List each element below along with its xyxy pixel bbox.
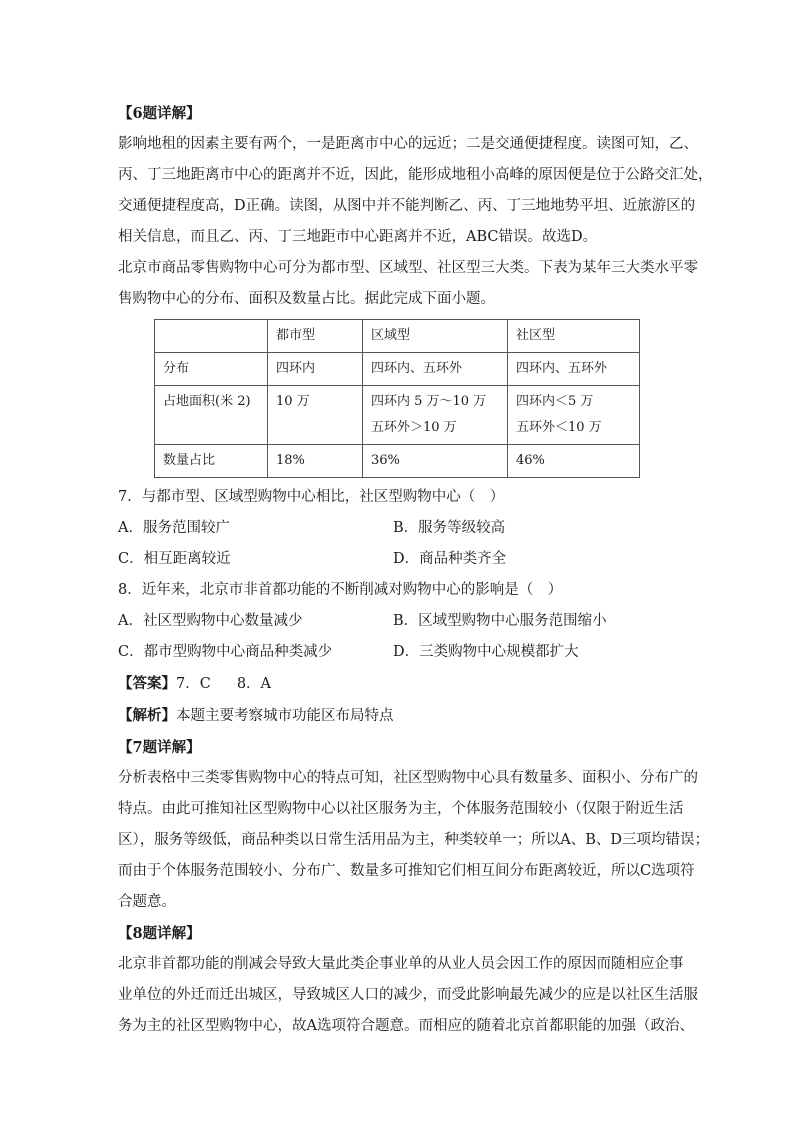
analysis-label: 【解析】 [118,707,176,724]
table-header-cell: 区域型 [363,320,508,353]
question-7-option-a: A．服务范围较广 [118,520,230,536]
question-8-option-c: C．都市型购物中心商品种类减少 [118,644,333,660]
table-cell: 10 万 [268,386,363,445]
table-cell: 36% [363,445,508,478]
q8-detail-line: 业单位的外迁而迁出城区，导致城区人口的减少，而受此影响最先减少的应是以社区生活服 [118,987,698,1003]
shopping-center-table [154,319,640,478]
table-header-cell: 社区型 [508,320,640,353]
answer-label: 【答案】 [118,675,176,692]
q7-detail-line: 区），服务等级低，商品种类以日常生活用品为主，种类较单一；所以A、B、D三项均错误； [118,832,709,848]
table-row [155,353,640,386]
intro-line: 售购物中心的分布、面积及数量占比。据此完成下面小题。 [118,291,495,307]
q6-detail-line: 影响地租的因素主要有两个，一是距离市中心的远近；二是交通便捷程度。读图可知，乙、 [118,136,698,152]
q6-detail-body [118,129,713,253]
question-7-stem: 7．与都市型、区域型购物中心相比，社区型购物中心（ ） [118,489,505,505]
table-row [155,445,640,478]
q7-detail-line: 特点。由此可推知社区型购物中心以社区服务为主，个体服务范围较小（仅限于附近生活 [118,801,684,817]
question-8-option-b: B．区域型购物中心服务范围缩小 [393,613,607,629]
question-8-option-d: D．三类购物中心规模都扩大 [393,644,579,660]
question-7-options-row [118,513,678,544]
table-cell-line: 四环内 5 万～10 万 [371,394,487,409]
question-7-option-c: C．相互距离较近 [118,551,231,567]
table-cell: 46% [508,445,640,478]
q7-detail-line: 而由于个体服务范围较小、分布广、数量多可推知它们相互间分布距离较近，所以C选项符 [118,863,695,879]
answer-line [118,668,678,700]
table-cell: 分布 [155,353,268,386]
table-header-row [155,320,640,353]
table-row [155,386,640,445]
question-8-stem: 8．近年来，北京市非首都功能的不断削减对购物中心的影响是（ ） [118,582,563,598]
table-cell: 四环内 [268,353,363,386]
answer-7: 7．C [176,676,211,692]
intro-line: 北京市商品零售购物中心可分为都市型、区域型、社区型三大类。下表为某年三大类水平零 [118,260,698,276]
table-cell [508,386,640,445]
table-cell: 四环内、五环外 [508,353,640,386]
table-cell: 占地面积(米 2) [155,386,268,445]
q7-detail-body [118,763,709,918]
q6-detail-line: 丙、丁三地距离市中心的距离并不近，因此，能形成地租小高峰的原因便是位于公路交汇处， [118,167,713,183]
table-header-cell [155,320,268,353]
table-cell: 四环内、五环外 [363,353,508,386]
q6-detail-heading: 【6题详解】 [118,105,201,122]
q7-detail-line: 合题意。 [118,894,176,910]
q6-detail-line: 交通便捷程度高，D正确。读图，从图中并不能判断乙、丙、丁三地地势平坦、近旅游区的 [118,198,696,214]
table-cell-line: 五环外＜10 万 [516,420,602,435]
analysis-line [118,700,678,732]
question-7-option-b: B．服务等级较高 [393,520,506,536]
table-header-cell: 都市型 [268,320,363,353]
answer-8: 8．A [236,676,272,692]
table-cell: 数量占比 [155,445,268,478]
table-cell: 18% [268,445,363,478]
question-7-option-d: D．商品种类齐全 [393,551,507,567]
table-cell [363,386,508,445]
table-cell-line: 五环外＞10 万 [371,420,457,435]
analysis-text: 本题主要考察城市功能区布局特点 [176,708,394,724]
table-cell-line: 四环内＜5 万 [516,394,594,409]
question-8-options-row [118,606,678,637]
q7-detail-line: 分析表格中三类零售购物中心的特点可知，社区型购物中心具有数量多、面积小、分布广的 [118,770,698,786]
document-content [118,98,713,1042]
q6-detail-line: 相关信息，而且乙、丙、丁三地距市中心距离并不近，ABC错误。故选D。 [118,229,598,245]
question-8-options-row [118,637,678,668]
q8-detail-line: 务为主的社区型购物中心，故A选项符合题意。而相应的随着北京首都职能的加强（政治、 [118,1018,694,1034]
question-8-option-a: A．社区型购物中心数量减少 [118,613,303,629]
q7-detail-heading: 【7题详解】 [118,739,201,756]
question-intro [118,253,698,315]
q8-detail-heading: 【8题详解】 [118,925,201,942]
q8-detail-body [118,949,698,1042]
question-7-options-row [118,544,678,575]
q8-detail-line: 北京非首都功能的削减会导致大量此类企事业单的从业人员会因工作的原因而随相应企事 [118,956,684,972]
